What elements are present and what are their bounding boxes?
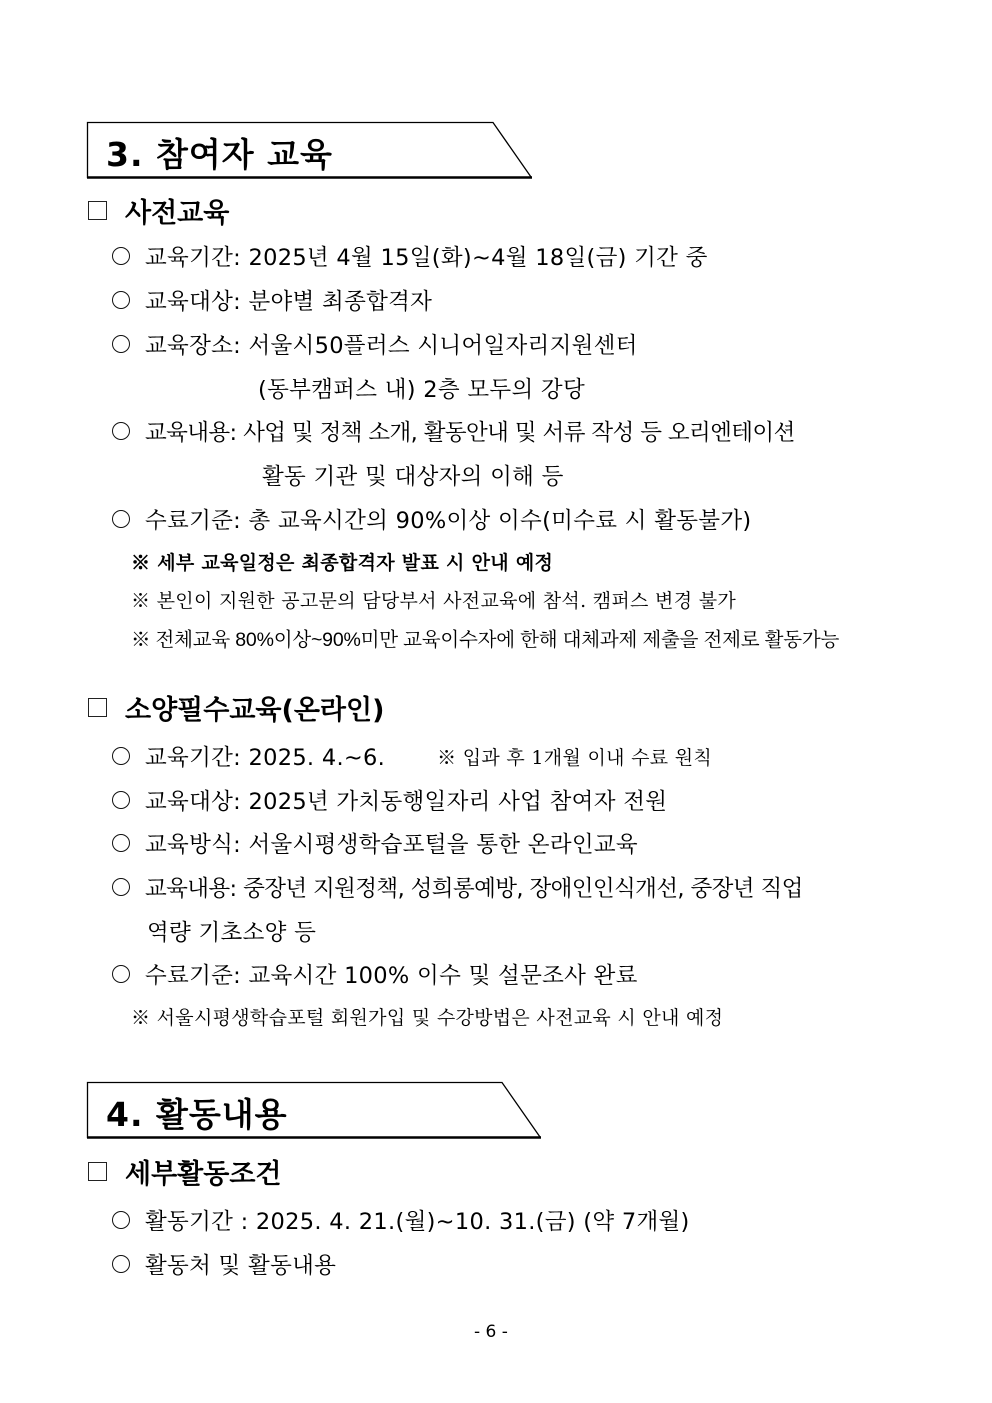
page-number: - 6 - — [474, 1322, 508, 1342]
square-bullet-icon — [88, 1162, 107, 1181]
list-item — [112, 328, 638, 360]
subheading-pre-education — [88, 191, 229, 230]
list-item — [112, 740, 712, 772]
note: ※ 서울시평생학습포털 회원가입 및 수강방법은 사전교육 시 안내 예정 — [131, 1007, 724, 1029]
item-text: 수료기준: 총 교육시간의 90%이상 이수(미수료 시 활동불가) — [145, 508, 752, 534]
circle-bullet-icon — [112, 247, 130, 265]
subheading-label: 사전교육 — [125, 198, 230, 229]
subheading-label: 소양필수교육(온라인) — [125, 695, 385, 726]
inline-note: ※ 입과 후 1개월 이내 수료 원칙 — [437, 746, 713, 769]
item-text: 수료기준: 교육시간 100% 이수 및 설문조사 완료 — [145, 963, 638, 989]
circle-bullet-icon — [112, 747, 130, 765]
subheading-activity-conditions — [88, 1152, 282, 1191]
circle-bullet-icon — [112, 291, 130, 309]
item-continuation: 역량 기초소양 등 — [147, 920, 317, 946]
circle-bullet-icon — [112, 834, 130, 852]
note: ※ 전체교육 80%이상~90%미만 교육이수자에 한해 대체과제 제출을 전제로 활동가능 — [131, 629, 840, 651]
list-item — [112, 958, 638, 990]
section-4-header-box — [87, 1082, 547, 1140]
square-bullet-icon — [88, 698, 107, 717]
item-text: 교육내용: 중장년 지원정책, 성희롱예방, 장애인인식개선, 중장년 직업 — [145, 876, 803, 902]
section-3-title: 3. 참여자 교육 — [106, 135, 333, 174]
note: ※ 세부 교육일정은 최종합격자 발표 시 안내 예정 — [131, 552, 554, 574]
section-4-title: 4. 활동내용 — [106, 1095, 288, 1134]
list-item — [112, 784, 667, 816]
item-text: 교육대상: 2025년 가치동행일자리 사업 참여자 전원 — [145, 789, 668, 815]
circle-bullet-icon — [112, 791, 130, 809]
subheading-label: 세부활동조건 — [125, 1159, 282, 1190]
item-text: 교육방식: 서울시평생학습포털을 통한 온라인교육 — [145, 832, 638, 858]
item-text: 교육내용: 사업 및 정책 소개, 활동안내 및 서류 작성 등 오리엔테이션 — [145, 420, 795, 446]
circle-bullet-icon — [112, 1211, 130, 1229]
list-item — [112, 415, 795, 447]
list-item — [112, 871, 803, 903]
circle-bullet-icon — [112, 422, 130, 440]
item-continuation: 활동 기관 및 대상자의 이해 등 — [262, 464, 564, 490]
item-text: 활동기간 : 2025. 4. 21.(월)~10. 31.(금) (약 7개월) — [145, 1209, 690, 1235]
circle-bullet-icon — [112, 510, 130, 528]
subheading-online-education — [88, 688, 384, 727]
section-3-header-box — [87, 122, 537, 180]
item-text: 교육기간: 2025년 4월 15일(화)~4월 18일(금) 기간 중 — [145, 245, 708, 271]
circle-bullet-icon — [112, 878, 130, 896]
item-text: 활동처 및 활동내용 — [145, 1253, 337, 1279]
list-item — [112, 240, 708, 272]
circle-bullet-icon — [112, 965, 130, 983]
item-text: 교육장소: 서울시50플러스 시니어일자리지원센터 — [145, 333, 638, 359]
list-item — [112, 1248, 336, 1280]
item-continuation: (동부캠퍼스 내) 2층 모두의 강당 — [258, 377, 585, 403]
circle-bullet-icon — [112, 335, 130, 353]
note: ※ 본인이 지원한 공고문의 담당부서 사전교육에 참석. 캠퍼스 변경 불가 — [131, 590, 737, 612]
item-text: 교육대상: 분야별 최종합격자 — [145, 289, 433, 315]
item-text: 교육기간: 2025. 4.~6. — [145, 745, 386, 771]
list-item — [112, 284, 432, 316]
square-bullet-icon — [88, 201, 107, 220]
circle-bullet-icon — [112, 1255, 130, 1273]
list-item — [112, 1204, 690, 1236]
list-item — [112, 827, 638, 859]
list-item — [112, 503, 751, 535]
